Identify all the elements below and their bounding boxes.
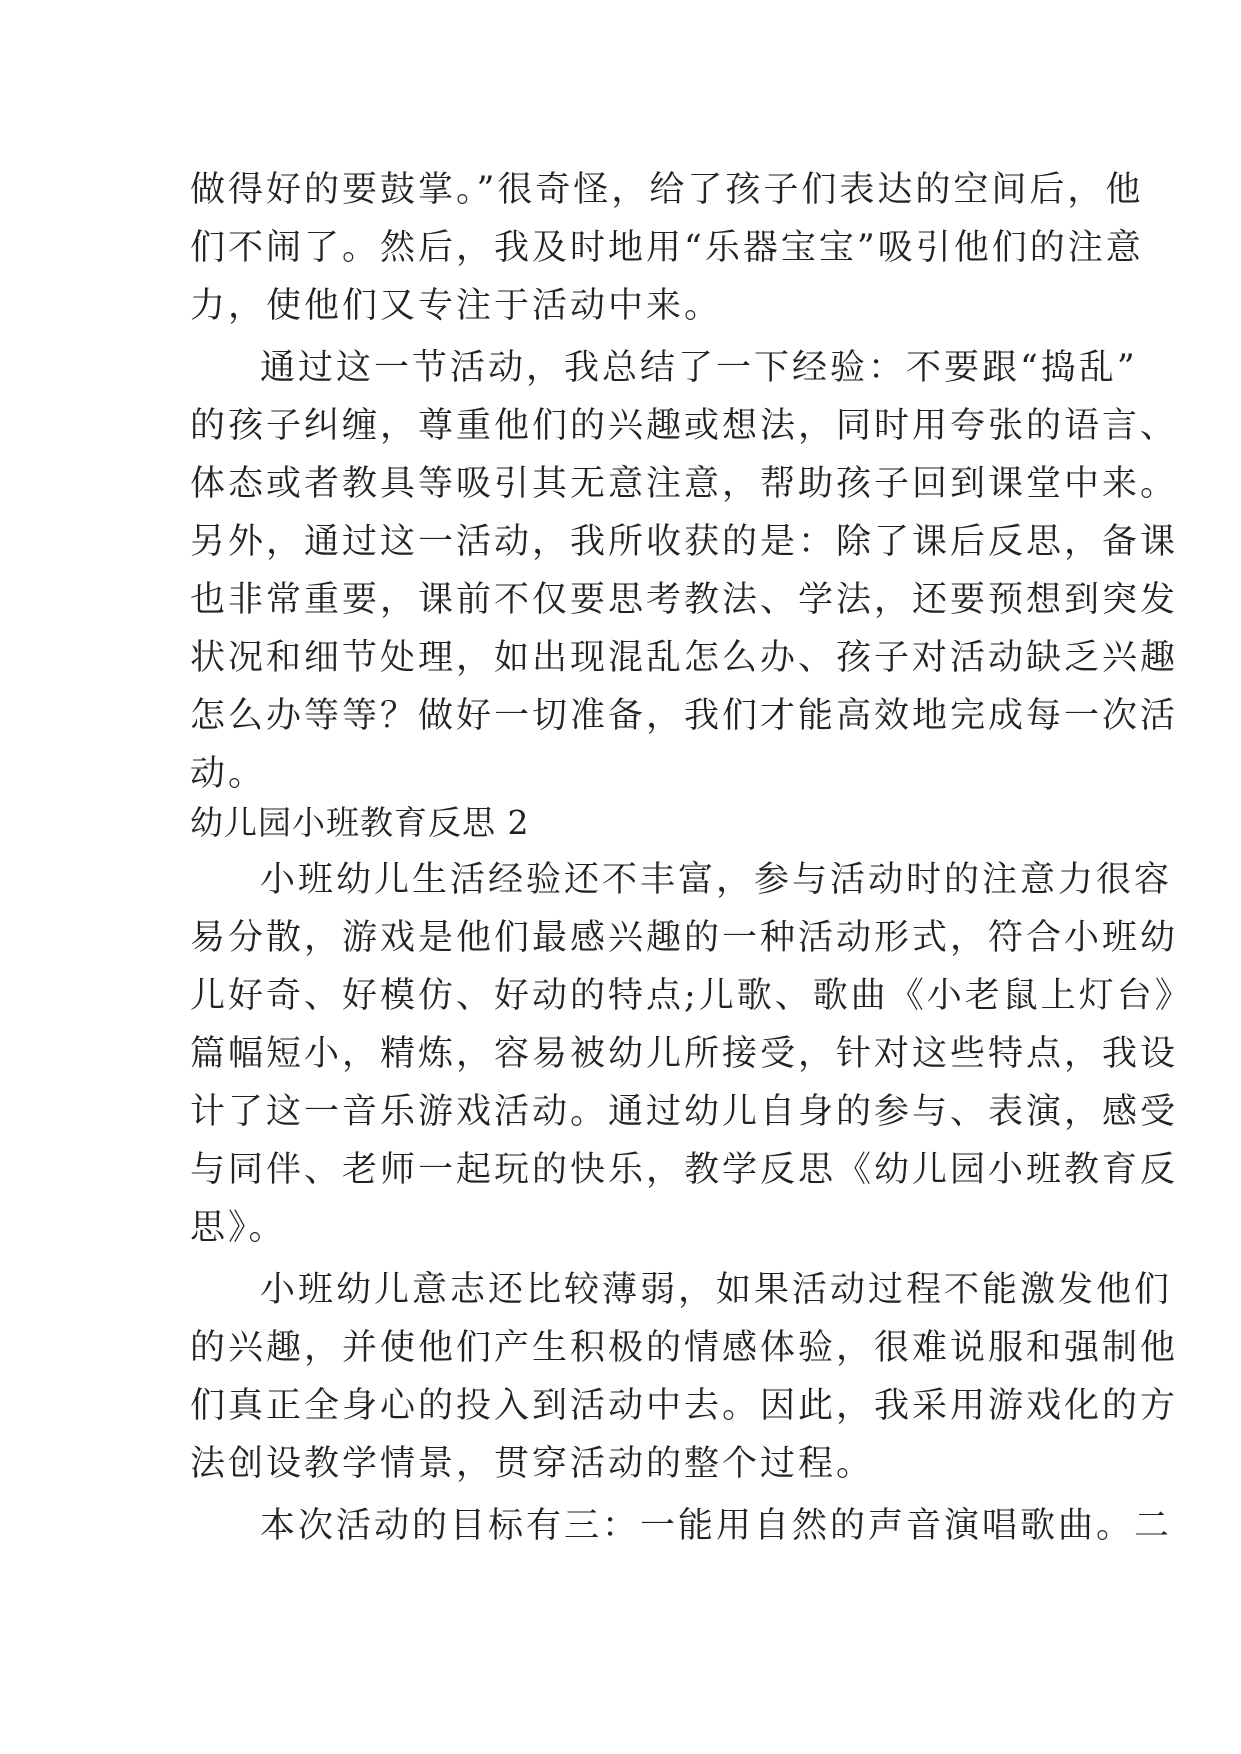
paragraph-line: 们不闹了。然后，我及时地用“乐器宝宝”吸引他们的注意 (190, 228, 1144, 268)
paragraph-line: 小班幼儿意志还比较薄弱，如果活动过程不能激发他们 (260, 1270, 1173, 1310)
paragraph-line: 动。 (190, 754, 267, 794)
paragraph-line: 体态或者教具等吸引其无意注意，帮助孩子回到课堂中来。 (190, 464, 1179, 504)
paragraph-line: 易分散，游戏是他们最感兴趣的一种活动形式，符合小班幼 (190, 918, 1179, 958)
paragraph-line: 计了这一音乐游戏活动。通过幼儿自身的参与、表演，感受 (190, 1092, 1179, 1132)
paragraph-line: 们真正全身心的投入到活动中去。因此，我采用游戏化的方 (190, 1386, 1179, 1426)
paragraph-line: 的孩子纠缠，尊重他们的兴趣或想法，同时用夸张的语言、 (190, 406, 1179, 446)
paragraph-line: 法创设教学情景，贯穿活动的整个过程。 (190, 1444, 875, 1484)
paragraph-line: 做得好的要鼓掌。”很奇怪，给了孩子们表达的空间后，他 (190, 170, 1144, 210)
paragraph-line: 与同伴、老师一起玩的快乐，教学反思《幼儿园小班教育反 (190, 1150, 1179, 1190)
paragraph-line: 怎么办等等？做好一切准备，我们才能高效地完成每一次活 (190, 696, 1179, 736)
paragraph-line: 力，使他们又专注于活动中来。 (190, 286, 723, 326)
paragraph-line: 也非常重要，课前不仅要思考教法、学法，还要预想到突发 (190, 580, 1179, 620)
section-heading: 幼儿园小班教育反思 2 (190, 803, 530, 842)
paragraph-line: 思》。 (190, 1208, 287, 1248)
paragraph-line: 通过这一节活动，我总结了一下经验：不要跟“捣乱” (260, 348, 1138, 388)
paragraph-line: 的兴趣，并使他们产生积极的情感体验，很难说服和强制他 (190, 1328, 1179, 1368)
paragraph-line: 本次活动的目标有三：一能用自然的声音演唱歌曲。二 (260, 1506, 1173, 1546)
paragraph-line: 儿好奇、好模仿、好动的特点;儿歌、歌曲《小老鼠上灯台》 (190, 976, 1193, 1016)
paragraph-line: 状况和细节处理，如出现混乱怎么办、孩子对活动缺乏兴趣 (190, 638, 1179, 678)
paragraph-line: 篇幅短小，精炼，容易被幼儿所接受，针对这些特点，我设 (190, 1034, 1179, 1074)
paragraph-line: 另外，通过这一活动，我所收获的是：除了课后反思，备课 (190, 522, 1179, 562)
paragraph-line: 小班幼儿生活经验还不丰富，参与活动时的注意力很容 (260, 860, 1173, 900)
